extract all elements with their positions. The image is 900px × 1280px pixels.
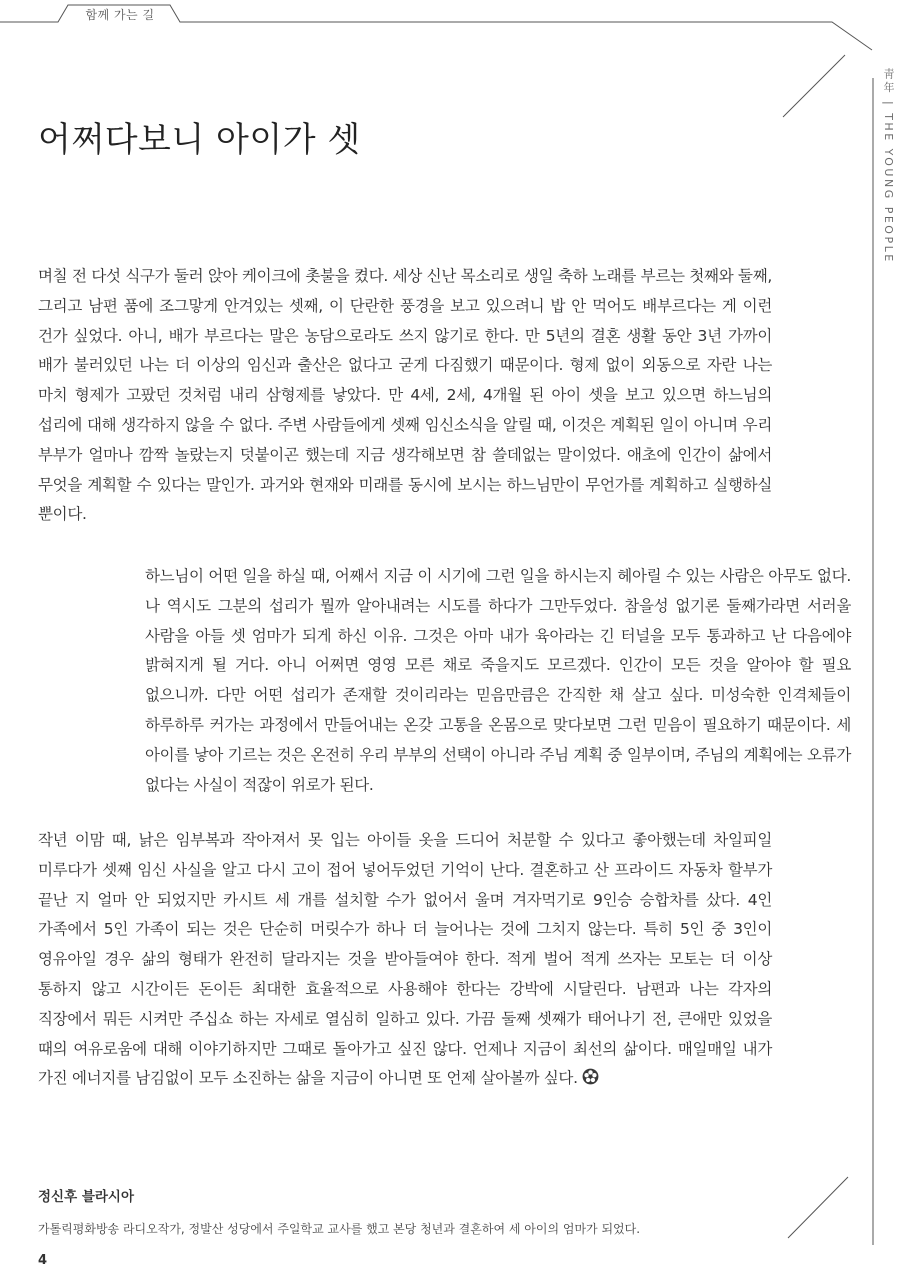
author-bio: 가톨릭평화방송 라디오작가, 정발산 성당에서 주일학교 교사를 했고 본당 청년과 결혼하여 세 아이의 엄마가 되었다.	[38, 1222, 641, 1236]
article-title: 어쩌다보니 아이가 셋	[38, 120, 361, 160]
diagonal-accent-top	[783, 55, 845, 117]
magazine-side-label: 靑年 | THE YOUNG PEOPLE	[882, 68, 895, 264]
diagonal-accent-bottom	[788, 1177, 848, 1238]
paragraph-1-text: 며칠 전 다섯 식구가 둘러 앉아 케이크에 촛불을 켰다. 세상 신난 목소리로 생일 축하 노래를 부르는 첫째와 둘째, 그리고 남편 품에 조그맣게 안겨있는 셋째, 이 단란한 풍경을 보고 있으려니 밥 안 먹어도 배부르다는 게 이런 건가 싶었다. 아니, 배가 부르다는 말은 농담으로라도 쓰지 않기로 한다. 만 5년의 결혼 생활 동안 3년 가까이 배가 불러있던 나는 더 이상의 임신과 출산은 없다고 굳게 다짐했기 때문이다. 형제 없이 외동으로 자란 나는 마치 형제가 고팠던 것처럼 내리 삼형제를 낳았다. 만 4세, 2세, 4개월 된 아이 셋을 보고 있으면 하느님의 섭리에 대해 생각하지 않을 수 없다. 주변 사람들에게 셋째 임신소식을 알릴 때, 이것은 계획된 일이 아니며 우리 부부가 얼마나 깜짝 놀랐는지 덧붙이곤 했는데 지금 생각해보면 참 쓸데없는 말이었다. 애초에 인간이 삶에서 무엇을 계획할 수 있다는 말인가. 과거와 현재와 미래를 동시에 보시는 하느님만이 무언가를 계획하고 실행하실 뿐이다.	[38, 267, 772, 524]
article-paragraph-3	[38, 826, 772, 1094]
author-name: 정신후 블라시아	[38, 1189, 134, 1205]
paragraph-2-text: 하느님이 어떤 일을 하실 때, 어째서 지금 이 시기에 그런 일을 하시는지 헤아릴 수 있는 사람은 아무도 없다. 나 역시도 그분의 섭리가 뭘까 알아내려는 시도를 하다가 그만두었다. 참을성 없기론 둘째가라면 서러울 사람을 아들 셋 엄마가 되게 하신 이유. 그것은 아마 내가 육아라는 긴 터널을 모두 통과하고 난 다음에야 밝혀지게 될 거다. 아니 어쩌면 영영 모른 채로 죽을지도 모르겠다. 인간이 모든 것을 알아야 할 필요 없으니까. 다만 어떤 섭리가 존재할 것이리라는 믿음만큼은 간직한 채 살고 싶다. 미성숙한 인격체들이 하루하루 커가는 과정에서 만들어내는 온갖 고통을 온몸으로 맞다보면 그런 믿음이 필요하기 때문이다. 세 아이를 낳아 기르는 것은 온전히 우리 부부의 선택이 아니라 주님 계획 중 일부이며, 주님의 계획에는 오류가 없다는 사실이 적잖이 위로가 된다.	[145, 567, 851, 794]
page-number: 4	[38, 1253, 48, 1268]
rosette-end-icon	[582, 1068, 599, 1085]
article-paragraph-2-indented	[145, 562, 851, 800]
section-tab-label: 함께 가는 길	[85, 8, 155, 22]
article-paragraph-1	[38, 262, 772, 530]
paragraph-3-text: 작년 이맘 때, 낡은 임부복과 작아져서 못 입는 아이들 옷을 드디어 처분할 수 있다고 좋아했는데 차일피일 미루다가 셋째 임신 사실을 알고 다시 고이 접어 넣어두었던 기억이 난다. 결혼하고 산 프라이드 자동차 할부가 끝난 지 얼마 안 되었지만 카시트 세 개를 설치할 수가 없어서 울며 겨자먹기로 9인승 승합차를 샀다. 4인 가족에서 5인 가족이 되는 것은 단순히 머릿수가 하나 더 늘어나는 것에 그치지 않는다. 특히 5인 중 3인이 영유아일 경우 삶의 형태가 완전히 달라지는 것을 받아들여야 한다. 적게 벌어 적게 쓰자는 모토는 더 이상 통하지 않고 시간이든 돈이든 최대한 효율적으로 사용해야 한다는 강박에 시달린다. 남편과 나는 각자의 직장에서 뭐든 시켜만 주십쇼 하는 자세로 열심히 일하고 있다. 가끔 둘째 셋째가 태어나기 전, 큰애만 있었을 때의 여유로움에 대해 이야기하지만 그때로 돌아가고 싶진 않다. 언제나 지금이 최선의 삶이다. 매일매일 내가 가진 에너지를 남김없이 모두 소진하는 삶을 지금이 아니면 또 언제 살아볼까 싶다.	[38, 831, 772, 1088]
